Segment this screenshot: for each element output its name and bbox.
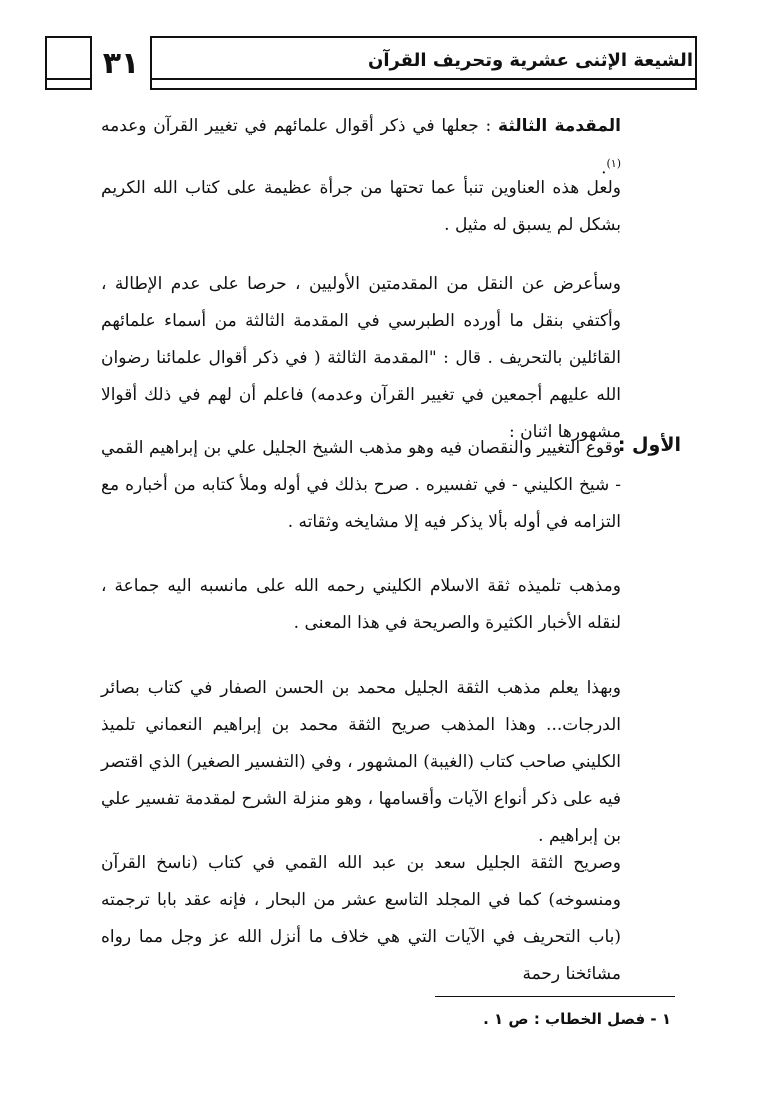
paragraph-1: ولعل هذه العناوين تنبأ عما تحتها من جرأة عظيمة على كتاب الله الكريم بشكل لم يسبق له مثيل . bbox=[101, 178, 621, 235]
first-view-label: الأول : bbox=[617, 434, 681, 456]
paragraph-6: وصريح الثقة الجليل سعد بن عبد الله القمي في كتاب (ناسخ القرآن ومنسوخه) كما في المجلد التاسع عشر من البحار ، فإنه عقد بابا ترجمته (باب التحريف في الآيات التي هي خلاف ما أنزل الله عز وجل مما رواه مشائخنا رحمة bbox=[101, 853, 621, 984]
paragraph-2: وسأعرض عن النقل من المقدمتين الأوليين ، حرصا على عدم الإطالة ، وأكتفي بنقل ما أورده الطبرسي في المقدمة الثالثة من أسماء علمائهم القائلين بالتحريف . قال : "المقدمة الثالثة ( في ذكر أقوال علمائنا رضوان الله عليهم أجمعين في تغيير القرآن وعدمه) فاعلم أن لهم في ذلك أقوالا مشهورها اثنان : bbox=[101, 274, 621, 442]
paragraph-5: وبهذا يعلم مذهب الثقة الجليل محمد بن الحسن الصفار في كتاب بصائر الدرجات... وهذا المذهب صريح الثقة محمد بن إبراهيم النعماني تلميذ الكليني صاحب كتاب (الغيبة) المشهور ، وفي (التفسير الصغير) الذي اقتصر فيه على ذكر أنواع الآيات وأقسامها ، وهو منزلة الشرح لمقدمة تفسير علي بن إبراهيم . bbox=[101, 678, 621, 846]
footnote-ref: (١) bbox=[606, 157, 621, 170]
intro-end: . bbox=[601, 158, 607, 179]
intro-label: المقدمة الثالثة bbox=[498, 116, 621, 136]
paragraph-3: وقوع التغيير والنقصان فيه وهو مذهب الشيخ الجليل علي بن إبراهيم القمي - شيخ الكليني - في تفسيره . صرح بذلك في أوله وملأ كتابه من أخباره مع التزامه في أوله بألا يذكر فيه إلا مشايخه وثقاته . bbox=[101, 438, 621, 532]
footnote: ١ - فصل الخطاب : ص ١ . bbox=[483, 1010, 671, 1028]
running-title: الشيعة الإثنى عشرية وتحريف القرآن bbox=[367, 50, 693, 71]
footnote-rule bbox=[435, 996, 675, 997]
page-number: ٣١ bbox=[102, 45, 140, 81]
paragraph-4: ومذهب تلميذه ثقة الاسلام الكليني رحمه الله على مانسبه اليه جماعة ، لنقله الأخبار الكثيرة والصريحة في هذا المعنى . bbox=[101, 576, 621, 633]
intro-text: : جعلها في ذكر أقوال علمائهم في تغيير القرآن وعدمه bbox=[101, 116, 499, 136]
page-number-box bbox=[90, 36, 152, 90]
